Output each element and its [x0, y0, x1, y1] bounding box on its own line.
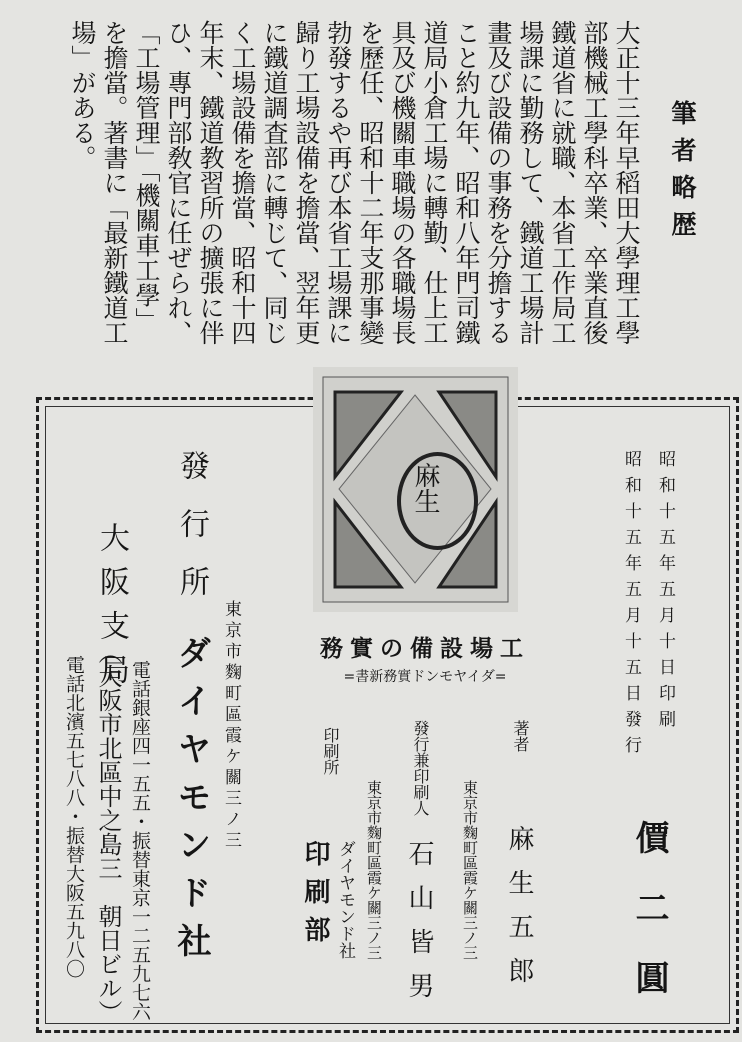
author-address: 東京市麴町區霞ケ關三ノ三: [461, 780, 479, 960]
osaka-branch-label: 大阪支局: [94, 522, 129, 698]
printer-name: 印刷部: [300, 840, 330, 954]
print-date: 昭和十五年五月十日印刷: [655, 450, 675, 736]
printer-role: 印刷所: [321, 727, 340, 775]
publisher-role: 發行兼印刷人: [411, 720, 430, 816]
seal-character: 麻生: [410, 462, 440, 514]
book-series: =ダイヤモンド實務新書=: [343, 669, 507, 685]
osaka-branch-telephone: 電話北濱五七八八・振替大阪五九八〇: [63, 655, 85, 978]
biography-heading: 筆者略歴: [668, 100, 697, 248]
price: 價二圓: [629, 820, 669, 1030]
author-role: 著者: [511, 720, 530, 752]
publisher-label: 發行所: [174, 450, 209, 624]
book-title: 工場設備の實務: [320, 635, 530, 662]
author-name: 麻生五郎: [504, 825, 534, 1001]
publish-date: 昭和十五年五月十五日發行: [621, 450, 641, 762]
biography-body: 大正十三年早稻田大學理工學部機械工學科卒業、卒業直後鐵道省に就職、本省工作局工場課に勤務して、鐵道工場計畫及び設備の事務を分擔すること約九年、昭和八年門司鐵道局小倉工場に轉勤、仕上工具及び機關車職場の各職場長を歷任、昭和十二年支那事變勃發するや再び本省工場課に歸り工場設備を擔當、翌年更に鐵道調査部に轉じて、同じく工場設備を擔當、昭和十四年末、鐵道教習所の擴張に伴ひ、專門部敎官に任ぜられ、「工場管理」「機關車工學」を擔當。著書に「最新鐵道工場」がある。: [68, 20, 641, 345]
publisher-person: 石山皆男: [404, 840, 434, 1016]
publisher-address: 東京市麴町區霞ケ關三ノ三: [365, 780, 383, 960]
publisher-office-address: 東京市麴町區霞ケ關三ノ三: [221, 600, 241, 852]
osaka-branch-address: （大阪市北區中之島三 朝日ビル）: [94, 640, 122, 1024]
publisher-telephone: 電話銀座四一五五・振替東京一二五九七六: [129, 660, 151, 1021]
publisher-company-name: ダイヤモンド社: [171, 635, 211, 971]
publisher-company: ダイヤモンド社: [335, 840, 355, 959]
